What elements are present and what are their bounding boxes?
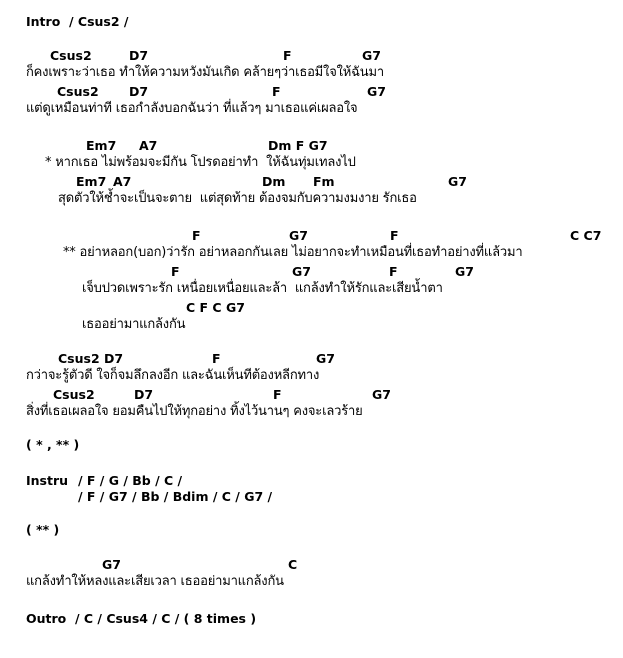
chord: G7 [289, 228, 308, 243]
lyric-line: ** อย่าหลอก(บอก)ว่ารัก อย่าหลอกกันเลย ไม่อยากจะทำเหมือนที่เธอทำอย่างที่แล้วมา [63, 245, 523, 260]
intro-line: Intro / Csus2 / [26, 14, 129, 29]
chord: G7 [102, 557, 121, 572]
chord: Csus2 [57, 84, 99, 99]
lyric-line: แกล้งทำให้หลงและเสียเวลา เธออย่ามาแกล้งกัน [26, 574, 284, 589]
chord: C F C G7 [186, 300, 245, 315]
lyric-line: * หากเธอ ไม่พร้อมจะมีกัน โปรดอย่าทำ ให้ฉันทุ่มเทลงไป [45, 155, 356, 170]
lyric-line: แต่ดูเหมือนท่าที เธอกำลังบอกฉันว่า ที่แล้วๆ มาเธอแค่เผลอใจ [26, 101, 358, 116]
chord: C C7 [570, 228, 602, 243]
chord-line [0, 228, 623, 244]
lyric-line: กว่าจะรู้ตัวดี ใจก็จมลึกลงอีก และฉันเห็นทีต้องหลีกทาง [26, 368, 320, 383]
chord: Fm [313, 174, 335, 189]
chord: F [171, 264, 180, 279]
chord-line [0, 557, 623, 573]
chord: G7 [362, 48, 381, 63]
chord: F [283, 48, 292, 63]
chord: Csus2 D7 [58, 351, 124, 366]
chord: Dm [262, 174, 286, 189]
instru-line-1: / F / G / Bb / C / [78, 473, 183, 488]
chord: F [212, 351, 221, 366]
chord: C [288, 557, 298, 572]
chord: F [272, 84, 281, 99]
chord: G7 [292, 264, 311, 279]
chord: Dm F G7 [268, 138, 328, 153]
lyric-line: เธออย่ามาแกล้งกัน [82, 317, 186, 332]
chord-line [0, 387, 623, 403]
instru-label: Instru [26, 473, 69, 488]
chord-line [0, 351, 623, 367]
chord: D7 [129, 84, 149, 99]
chord-line [0, 84, 623, 100]
chord: A7 [113, 174, 132, 189]
outro-line: Outro / C / Csus4 / C / ( 8 times ) [26, 611, 257, 626]
lyric-line: สุดตัวให้ช้ำจะเป็นจะตาย แต่สุดท้าย ต้องจมกับความงมงาย รักเธอ [58, 191, 417, 206]
chord: Csus2 [53, 387, 95, 402]
repeat-marker: ( ** ) [26, 522, 60, 537]
lyric-line: เจ็บปวดเพราะรัก เหนื่อยเหนื่อยและล้า แกล้งทำให้รักและเสียน้ำตา [82, 281, 443, 296]
chord: G7 [448, 174, 467, 189]
chord: A7 [139, 138, 158, 153]
chord-line [0, 48, 623, 64]
chord: Em7 [86, 138, 117, 153]
lyric-line: สิ่งที่เธอเผลอใจ ยอมคืนไปให้ทุกอย่าง ทิ้งไว้นานๆ คงจะเลวร้าย [26, 404, 363, 419]
chord: G7 [455, 264, 474, 279]
chord-line [0, 264, 623, 280]
chord: G7 [372, 387, 391, 402]
chord: Em7 [76, 174, 107, 189]
chord: G7 [316, 351, 335, 366]
lyric-line: ก็คงเพราะว่าเธอ ทำให้ความหวังมันเกิด คล้ายๆว่าเธอมีใจให้ฉันมา [26, 65, 384, 80]
chord-line [0, 138, 623, 154]
chord-line [0, 174, 623, 190]
instru-line-2: / F / G7 / Bb / Bdim / C / G7 / [78, 489, 273, 504]
chord: D7 [129, 48, 149, 63]
chord: F [389, 264, 398, 279]
chord-line [0, 300, 623, 316]
chord: G7 [367, 84, 386, 99]
repeat-marker: ( * , ** ) [26, 437, 80, 452]
chord: F [273, 387, 282, 402]
chord: F [390, 228, 399, 243]
chord: F [192, 228, 201, 243]
chord: Csus2 [50, 48, 92, 63]
chord: D7 [134, 387, 154, 402]
